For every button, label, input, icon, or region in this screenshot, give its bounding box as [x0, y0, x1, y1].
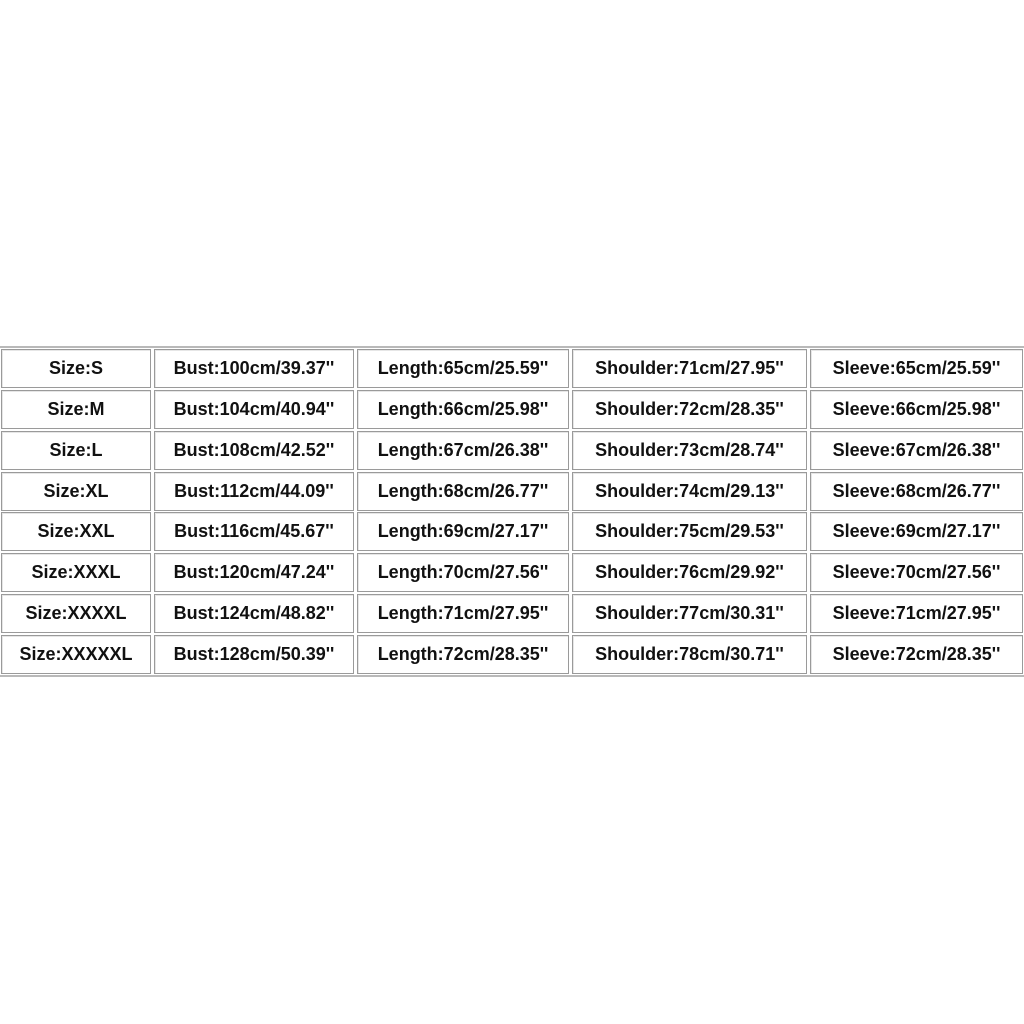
size-row-xxl [0, 512, 1024, 551]
sleeve-cell: Sleeve:68cm/26.77'' [810, 472, 1023, 511]
size-cell: Size:XXXL [1, 553, 151, 592]
length-cell: Length:69cm/27.17'' [357, 512, 569, 551]
shoulder-cell: Shoulder:74cm/29.13'' [572, 472, 807, 511]
size-cell: Size:L [1, 431, 151, 470]
length-cell: Length:70cm/27.56'' [357, 553, 569, 592]
size-cell: Size:XXXXXL [1, 635, 151, 674]
bust-cell: Bust:104cm/40.94'' [154, 390, 354, 429]
size-row-xl [0, 472, 1024, 511]
bust-cell: Bust:100cm/39.37'' [154, 349, 354, 388]
size-row-m [0, 390, 1024, 429]
size-cell: Size:XXXXL [1, 594, 151, 633]
size-cell: Size:XL [1, 472, 151, 511]
length-cell: Length:67cm/26.38'' [357, 431, 569, 470]
length-cell: Length:68cm/26.77'' [357, 472, 569, 511]
size-row-xxxl [0, 553, 1024, 592]
bust-cell: Bust:124cm/48.82'' [154, 594, 354, 633]
sleeve-cell: Sleeve:71cm/27.95'' [810, 594, 1023, 633]
shoulder-cell: Shoulder:78cm/30.71'' [572, 635, 807, 674]
sleeve-cell: Sleeve:67cm/26.38'' [810, 431, 1023, 470]
sleeve-cell: Sleeve:66cm/25.98'' [810, 390, 1023, 429]
length-cell: Length:65cm/25.59'' [357, 349, 569, 388]
shoulder-cell: Shoulder:72cm/28.35'' [572, 390, 807, 429]
sleeve-cell: Sleeve:69cm/27.17'' [810, 512, 1023, 551]
bust-cell: Bust:116cm/45.67'' [154, 512, 354, 551]
bust-cell: Bust:108cm/42.52'' [154, 431, 354, 470]
shoulder-cell: Shoulder:75cm/29.53'' [572, 512, 807, 551]
shoulder-cell: Shoulder:71cm/27.95'' [572, 349, 807, 388]
sleeve-cell: Sleeve:70cm/27.56'' [810, 553, 1023, 592]
sleeve-cell: Sleeve:65cm/25.59'' [810, 349, 1023, 388]
bust-cell: Bust:128cm/50.39'' [154, 635, 354, 674]
shoulder-cell: Shoulder:76cm/29.92'' [572, 553, 807, 592]
size-row-xxxxxl [0, 635, 1024, 674]
shoulder-cell: Shoulder:73cm/28.74'' [572, 431, 807, 470]
bust-cell: Bust:120cm/47.24'' [154, 553, 354, 592]
size-chart-table [0, 346, 1024, 677]
length-cell: Length:71cm/27.95'' [357, 594, 569, 633]
length-cell: Length:66cm/25.98'' [357, 390, 569, 429]
size-cell: Size:M [1, 390, 151, 429]
size-cell: Size:S [1, 349, 151, 388]
shoulder-cell: Shoulder:77cm/30.31'' [572, 594, 807, 633]
sleeve-cell: Sleeve:72cm/28.35'' [810, 635, 1023, 674]
size-cell: Size:XXL [1, 512, 151, 551]
size-row-l [0, 431, 1024, 470]
bust-cell: Bust:112cm/44.09'' [154, 472, 354, 511]
size-row-xxxxl [0, 594, 1024, 633]
length-cell: Length:72cm/28.35'' [357, 635, 569, 674]
size-row-s [0, 349, 1024, 388]
